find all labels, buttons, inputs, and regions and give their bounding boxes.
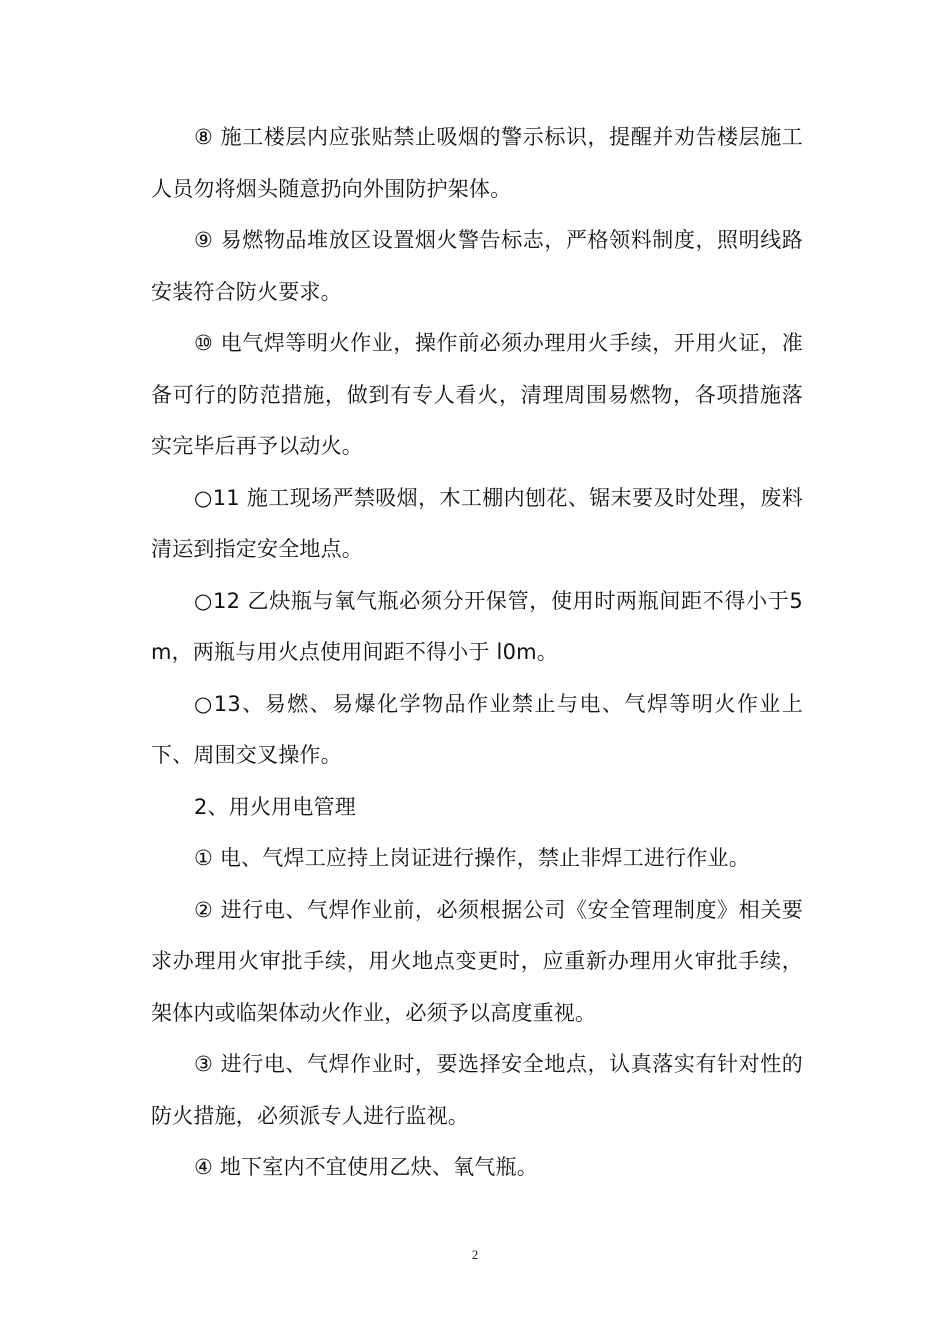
paragraph-item-10: ⑩ 电气焊等明火作业，操作前必须办理用火手续，开用火证，准备可行的防范措施，做到有专人看火，清理周围易燃物，各项措施落实完毕后再予以动火。 [151, 331, 803, 458]
paragraph-item-8: ⑧ 施工楼层内应张贴禁止吸烟的警示标识，提醒并劝告楼层施工人员勿将烟头随意扔向外围防护架体。 [151, 125, 803, 201]
paragraph-item-4: ④ 地下室内不宜使用乙炔、氧气瓶。 [194, 1155, 538, 1179]
paragraph-item-2: ② 进行电、气焊作业前，必须根据公司《安全管理制度》相关要求办理用火审批手续，用火地点变更时，应重新办理用火审批手续，架体内或临架体动火作业，必须予以高度重视。 [151, 897, 803, 1025]
section-heading: 2、用火用电管理 [194, 794, 356, 819]
paragraph-item-13: ○13、易燃、易爆化学物品作业禁止与电、气焊等明火作业上下、周围交叉操作。 [151, 691, 803, 767]
paragraph-item-9: ⑨ 易燃物品堆放区设置烟火警告标志，严格领料制度，照明线路安装符合防火要求。 [151, 228, 803, 304]
paragraph-item-12: ○12 乙炔瓶与氧气瓶必须分开保管，使用时两瓶间距不得小于5m，两瓶与用火点使用间距不得小于 l0m。 [151, 588, 803, 664]
paragraph-item-3: ③ 进行电、气焊作业时，要选择安全地点，认真落实有针对性的防火措施，必须派专人进行监视。 [151, 1052, 803, 1128]
paragraph-item-11: ○11 施工现场严禁吸烟，木工棚内刨花、锯末要及时处理，废料清运到指定安全地点。 [151, 485, 803, 561]
document-body [151, 112, 803, 1194]
paragraph-item-1: ① 电、气焊工应持上岗证进行操作，禁止非焊工进行作业。 [194, 846, 750, 870]
page-number: 2 [471, 1247, 479, 1262]
